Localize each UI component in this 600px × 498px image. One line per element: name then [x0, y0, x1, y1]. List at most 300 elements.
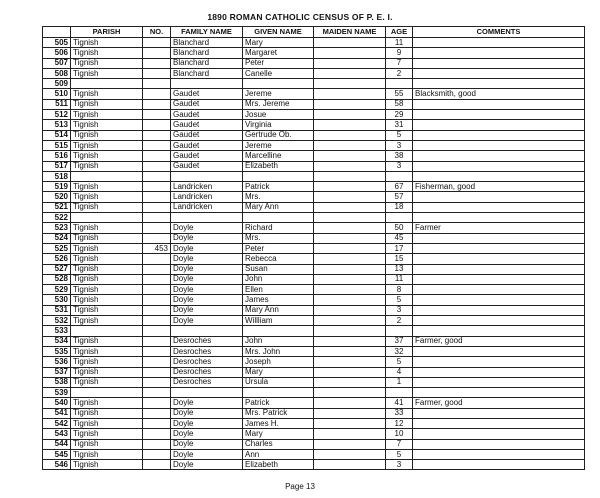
- parish-cell: Tignish: [71, 408, 143, 418]
- no-cell: [143, 336, 171, 346]
- age-cell: 37: [386, 336, 413, 346]
- table-row: [43, 171, 585, 181]
- row-number-cell: 526: [43, 254, 71, 264]
- age-cell: 7: [386, 439, 413, 449]
- comments-cell: [413, 48, 585, 58]
- parish-cell: Tignish: [71, 151, 143, 161]
- maiden-name-cell: [314, 192, 386, 202]
- family-name-cell: Gaudet: [171, 151, 243, 161]
- parish-cell: Tignish: [71, 346, 143, 356]
- table-row: [43, 408, 585, 418]
- parish-cell: Tignish: [71, 223, 143, 233]
- parish-cell: Tignish: [71, 38, 143, 48]
- age-cell: 5: [386, 357, 413, 367]
- comments-cell: [413, 213, 585, 223]
- comments-cell: [413, 99, 585, 109]
- header-row-number: [43, 27, 71, 38]
- no-cell: [143, 48, 171, 58]
- table-row: [43, 274, 585, 284]
- comments-cell: [413, 202, 585, 212]
- no-cell: [143, 254, 171, 264]
- row-number-cell: 523: [43, 223, 71, 233]
- maiden-name-cell: [314, 79, 386, 89]
- table-row: [43, 38, 585, 48]
- family-name-cell: Gaudet: [171, 140, 243, 150]
- comments-cell: [413, 460, 585, 470]
- family-name-cell: [171, 388, 243, 398]
- row-number-cell: 511: [43, 99, 71, 109]
- given-name-cell: Gertrude Ob.: [243, 130, 314, 140]
- maiden-name-cell: [314, 68, 386, 78]
- family-name-cell: Doyle: [171, 316, 243, 326]
- census-body: [43, 38, 585, 470]
- age-cell: 10: [386, 429, 413, 439]
- parish-cell: Tignish: [71, 182, 143, 192]
- family-name-cell: Doyle: [171, 223, 243, 233]
- page-number: Page 13: [285, 482, 315, 491]
- given-name-cell: Willliam: [243, 316, 314, 326]
- header-given-name: GIVEN NAME: [243, 27, 314, 38]
- no-cell: [143, 449, 171, 459]
- comments-cell: Farmer, good: [413, 398, 585, 408]
- given-name-cell: Rebecca: [243, 254, 314, 264]
- comments-cell: [413, 68, 585, 78]
- given-name-cell: Mary Ann: [243, 305, 314, 315]
- given-name-cell: Mrs. Patrick: [243, 408, 314, 418]
- row-number-cell: 518: [43, 171, 71, 181]
- no-cell: [143, 38, 171, 48]
- table-row: [43, 223, 585, 233]
- table-row: [43, 254, 585, 264]
- table-row: [43, 305, 585, 315]
- no-cell: [143, 161, 171, 171]
- row-number-cell: 537: [43, 367, 71, 377]
- row-number-cell: 522: [43, 213, 71, 223]
- row-number-cell: 520: [43, 192, 71, 202]
- row-number-cell: 530: [43, 295, 71, 305]
- maiden-name-cell: [314, 264, 386, 274]
- row-number-cell: 505: [43, 38, 71, 48]
- family-name-cell: [171, 171, 243, 181]
- family-name-cell: Desroches: [171, 377, 243, 387]
- row-number-cell: 532: [43, 316, 71, 326]
- given-name-cell: Marcelline: [243, 151, 314, 161]
- family-name-cell: Doyle: [171, 398, 243, 408]
- parish-cell: Tignish: [71, 439, 143, 449]
- age-cell: 18: [386, 202, 413, 212]
- family-name-cell: Desroches: [171, 346, 243, 356]
- age-cell: 38: [386, 151, 413, 161]
- family-name-cell: Blanchard: [171, 48, 243, 58]
- family-name-cell: Gaudet: [171, 130, 243, 140]
- comments-cell: Blacksmith, good: [413, 89, 585, 99]
- parish-cell: Tignish: [71, 264, 143, 274]
- age-cell: 50: [386, 223, 413, 233]
- parish-cell: Tignish: [71, 377, 143, 387]
- parish-cell: Tignish: [71, 48, 143, 58]
- row-number-cell: 545: [43, 449, 71, 459]
- parish-cell: Tignish: [71, 130, 143, 140]
- comments-cell: [413, 285, 585, 295]
- maiden-name-cell: [314, 274, 386, 284]
- age-cell: 2: [386, 316, 413, 326]
- no-cell: [143, 68, 171, 78]
- row-number-cell: 531: [43, 305, 71, 315]
- given-name-cell: Mary: [243, 367, 314, 377]
- no-cell: 453: [143, 243, 171, 253]
- given-name-cell: Ellen: [243, 285, 314, 295]
- row-number-cell: 514: [43, 130, 71, 140]
- header-row: [43, 27, 585, 38]
- maiden-name-cell: [314, 243, 386, 253]
- no-cell: [143, 140, 171, 150]
- row-number-cell: 538: [43, 377, 71, 387]
- maiden-name-cell: [314, 285, 386, 295]
- given-name-cell: [243, 326, 314, 336]
- parish-cell: Tignish: [71, 120, 143, 130]
- parish-cell: Tignish: [71, 357, 143, 367]
- maiden-name-cell: [314, 367, 386, 377]
- age-cell: 45: [386, 233, 413, 243]
- maiden-name-cell: [314, 439, 386, 449]
- row-number-cell: 527: [43, 264, 71, 274]
- no-cell: [143, 182, 171, 192]
- age-cell: 3: [386, 460, 413, 470]
- no-cell: [143, 89, 171, 99]
- given-name-cell: Jereme: [243, 89, 314, 99]
- age-cell: 8: [386, 285, 413, 295]
- maiden-name-cell: [314, 99, 386, 109]
- maiden-name-cell: [314, 182, 386, 192]
- no-cell: [143, 418, 171, 428]
- no-cell: [143, 305, 171, 315]
- table-row: [43, 285, 585, 295]
- maiden-name-cell: [314, 295, 386, 305]
- parish-cell: Tignish: [71, 202, 143, 212]
- family-name-cell: Doyle: [171, 233, 243, 243]
- table-row: [43, 460, 585, 470]
- table-row: [43, 120, 585, 130]
- given-name-cell: James: [243, 295, 314, 305]
- maiden-name-cell: [314, 254, 386, 264]
- age-cell: 3: [386, 161, 413, 171]
- maiden-name-cell: [314, 140, 386, 150]
- no-cell: [143, 439, 171, 449]
- census-table: [42, 26, 585, 470]
- no-cell: [143, 151, 171, 161]
- table-row: [43, 58, 585, 68]
- comments-cell: [413, 79, 585, 89]
- given-name-cell: Joseph: [243, 357, 314, 367]
- comments-cell: Farmer: [413, 223, 585, 233]
- no-cell: [143, 398, 171, 408]
- table-row: [43, 79, 585, 89]
- comments-cell: [413, 233, 585, 243]
- comments-cell: [413, 439, 585, 449]
- maiden-name-cell: [314, 223, 386, 233]
- table-row: [43, 233, 585, 243]
- no-cell: [143, 460, 171, 470]
- no-cell: [143, 58, 171, 68]
- maiden-name-cell: [314, 202, 386, 212]
- no-cell: [143, 202, 171, 212]
- age-cell: 2: [386, 68, 413, 78]
- header-family-name: FAMILY NAME: [171, 27, 243, 38]
- table-row: [43, 357, 585, 367]
- row-number-cell: 519: [43, 182, 71, 192]
- age-cell: 13: [386, 264, 413, 274]
- comments-cell: [413, 140, 585, 150]
- no-cell: [143, 295, 171, 305]
- family-name-cell: Doyle: [171, 243, 243, 253]
- comments-cell: [413, 305, 585, 315]
- maiden-name-cell: [314, 316, 386, 326]
- table-row: [43, 418, 585, 428]
- maiden-name-cell: [314, 130, 386, 140]
- family-name-cell: Blanchard: [171, 68, 243, 78]
- row-number-cell: 517: [43, 161, 71, 171]
- age-cell: [386, 388, 413, 398]
- age-cell: 58: [386, 99, 413, 109]
- row-number-cell: 528: [43, 274, 71, 284]
- family-name-cell: Doyle: [171, 295, 243, 305]
- parish-cell: [71, 388, 143, 398]
- age-cell: 3: [386, 305, 413, 315]
- no-cell: [143, 367, 171, 377]
- age-cell: 5: [386, 449, 413, 459]
- given-name-cell: Mary: [243, 429, 314, 439]
- maiden-name-cell: [314, 336, 386, 346]
- table-row: [43, 388, 585, 398]
- age-cell: 11: [386, 274, 413, 284]
- maiden-name-cell: [314, 38, 386, 48]
- page-title: 1890 ROMAN CATHOLIC CENSUS OF P. E. I.: [207, 12, 393, 22]
- row-number-cell: 521: [43, 202, 71, 212]
- given-name-cell: John: [243, 274, 314, 284]
- row-number-cell: 534: [43, 336, 71, 346]
- family-name-cell: Gaudet: [171, 120, 243, 130]
- maiden-name-cell: [314, 460, 386, 470]
- header-no: NO.: [143, 27, 171, 38]
- given-name-cell: Mary Ann: [243, 202, 314, 212]
- table-row: [43, 367, 585, 377]
- family-name-cell: Doyle: [171, 274, 243, 284]
- family-name-cell: Desroches: [171, 336, 243, 346]
- maiden-name-cell: [314, 171, 386, 181]
- no-cell: [143, 429, 171, 439]
- comments-cell: [413, 264, 585, 274]
- comments-cell: [413, 151, 585, 161]
- maiden-name-cell: [314, 377, 386, 387]
- parish-cell: Tignish: [71, 99, 143, 109]
- row-number-cell: 540: [43, 398, 71, 408]
- given-name-cell: Patrick: [243, 398, 314, 408]
- no-cell: [143, 388, 171, 398]
- age-cell: 9: [386, 48, 413, 58]
- parish-cell: Tignish: [71, 305, 143, 315]
- maiden-name-cell: [314, 58, 386, 68]
- age-cell: 1: [386, 377, 413, 387]
- comments-cell: [413, 316, 585, 326]
- maiden-name-cell: [314, 357, 386, 367]
- family-name-cell: Gaudet: [171, 161, 243, 171]
- maiden-name-cell: [314, 418, 386, 428]
- age-cell: [386, 326, 413, 336]
- row-number-cell: 546: [43, 460, 71, 470]
- maiden-name-cell: [314, 161, 386, 171]
- row-number-cell: 509: [43, 79, 71, 89]
- maiden-name-cell: [314, 429, 386, 439]
- comments-cell: [413, 38, 585, 48]
- maiden-name-cell: [314, 398, 386, 408]
- parish-cell: Tignish: [71, 367, 143, 377]
- table-row: [43, 326, 585, 336]
- family-name-cell: Doyle: [171, 408, 243, 418]
- table-row: [43, 429, 585, 439]
- maiden-name-cell: [314, 305, 386, 315]
- maiden-name-cell: [314, 408, 386, 418]
- family-name-cell: [171, 213, 243, 223]
- table-row: [43, 264, 585, 274]
- no-cell: [143, 192, 171, 202]
- no-cell: [143, 377, 171, 387]
- maiden-name-cell: [314, 89, 386, 99]
- given-name-cell: Peter: [243, 243, 314, 253]
- family-name-cell: Doyle: [171, 439, 243, 449]
- no-cell: [143, 120, 171, 130]
- parish-cell: [71, 326, 143, 336]
- parish-cell: Tignish: [71, 192, 143, 202]
- row-number-cell: 536: [43, 357, 71, 367]
- family-name-cell: Landricken: [171, 182, 243, 192]
- no-cell: [143, 213, 171, 223]
- table-row: [43, 130, 585, 140]
- age-cell: 5: [386, 295, 413, 305]
- family-name-cell: Landricken: [171, 192, 243, 202]
- maiden-name-cell: [314, 346, 386, 356]
- comments-cell: [413, 110, 585, 120]
- table-row: [43, 202, 585, 212]
- family-name-cell: Doyle: [171, 449, 243, 459]
- parish-cell: Tignish: [71, 285, 143, 295]
- family-name-cell: Blanchard: [171, 38, 243, 48]
- table-row: [43, 48, 585, 58]
- parish-cell: Tignish: [71, 398, 143, 408]
- parish-cell: Tignish: [71, 274, 143, 284]
- age-cell: 17: [386, 243, 413, 253]
- given-name-cell: Richard: [243, 223, 314, 233]
- table-row: [43, 336, 585, 346]
- given-name-cell: Mary: [243, 38, 314, 48]
- comments-cell: [413, 161, 585, 171]
- parish-cell: Tignish: [71, 243, 143, 253]
- parish-cell: Tignish: [71, 316, 143, 326]
- age-cell: 29: [386, 110, 413, 120]
- table-row: [43, 213, 585, 223]
- table-row: [43, 295, 585, 305]
- age-cell: 3: [386, 140, 413, 150]
- table-row: [43, 243, 585, 253]
- given-name-cell: Canelle: [243, 68, 314, 78]
- age-cell: 5: [386, 130, 413, 140]
- row-number-cell: 529: [43, 285, 71, 295]
- no-cell: [143, 274, 171, 284]
- header-maiden-name: MAIDEN NAME: [314, 27, 386, 38]
- comments-cell: [413, 295, 585, 305]
- maiden-name-cell: [314, 213, 386, 223]
- comments-cell: [413, 377, 585, 387]
- age-cell: 41: [386, 398, 413, 408]
- no-cell: [143, 223, 171, 233]
- parish-cell: Tignish: [71, 140, 143, 150]
- given-name-cell: John: [243, 336, 314, 346]
- age-cell: 32: [386, 346, 413, 356]
- family-name-cell: [171, 79, 243, 89]
- comments-cell: [413, 367, 585, 377]
- table-row: [43, 398, 585, 408]
- header-age: AGE: [386, 27, 413, 38]
- comments-cell: [413, 388, 585, 398]
- row-number-cell: 516: [43, 151, 71, 161]
- given-name-cell: Elizabeth: [243, 460, 314, 470]
- comments-cell: Fisherman, good: [413, 182, 585, 192]
- maiden-name-cell: [314, 151, 386, 161]
- comments-cell: [413, 326, 585, 336]
- maiden-name-cell: [314, 233, 386, 243]
- family-name-cell: Doyle: [171, 305, 243, 315]
- parish-cell: Tignish: [71, 58, 143, 68]
- age-cell: 15: [386, 254, 413, 264]
- age-cell: [386, 171, 413, 181]
- parish-cell: Tignish: [71, 161, 143, 171]
- row-number-cell: 541: [43, 408, 71, 418]
- table-row: [43, 99, 585, 109]
- table-row: [43, 192, 585, 202]
- comments-cell: [413, 346, 585, 356]
- maiden-name-cell: [314, 449, 386, 459]
- no-cell: [143, 99, 171, 109]
- age-cell: 55: [386, 89, 413, 99]
- table-row: [43, 182, 585, 192]
- parish-cell: Tignish: [71, 110, 143, 120]
- no-cell: [143, 264, 171, 274]
- given-name-cell: Mrs.: [243, 233, 314, 243]
- parish-cell: Tignish: [71, 89, 143, 99]
- no-cell: [143, 110, 171, 120]
- row-number-cell: 542: [43, 418, 71, 428]
- family-name-cell: Doyle: [171, 264, 243, 274]
- age-cell: 33: [386, 408, 413, 418]
- parish-cell: [71, 213, 143, 223]
- parish-cell: Tignish: [71, 68, 143, 78]
- row-number-cell: 506: [43, 48, 71, 58]
- given-name-cell: [243, 79, 314, 89]
- age-cell: 57: [386, 192, 413, 202]
- age-cell: 11: [386, 38, 413, 48]
- given-name-cell: [243, 213, 314, 223]
- comments-cell: [413, 58, 585, 68]
- age-cell: [386, 79, 413, 89]
- header-comments: COMMENTS: [413, 27, 585, 38]
- maiden-name-cell: [314, 48, 386, 58]
- row-number-cell: 533: [43, 326, 71, 336]
- table-row: [43, 439, 585, 449]
- parish-cell: Tignish: [71, 295, 143, 305]
- given-name-cell: Mrs. John: [243, 346, 314, 356]
- no-cell: [143, 130, 171, 140]
- comments-cell: [413, 408, 585, 418]
- no-cell: [143, 346, 171, 356]
